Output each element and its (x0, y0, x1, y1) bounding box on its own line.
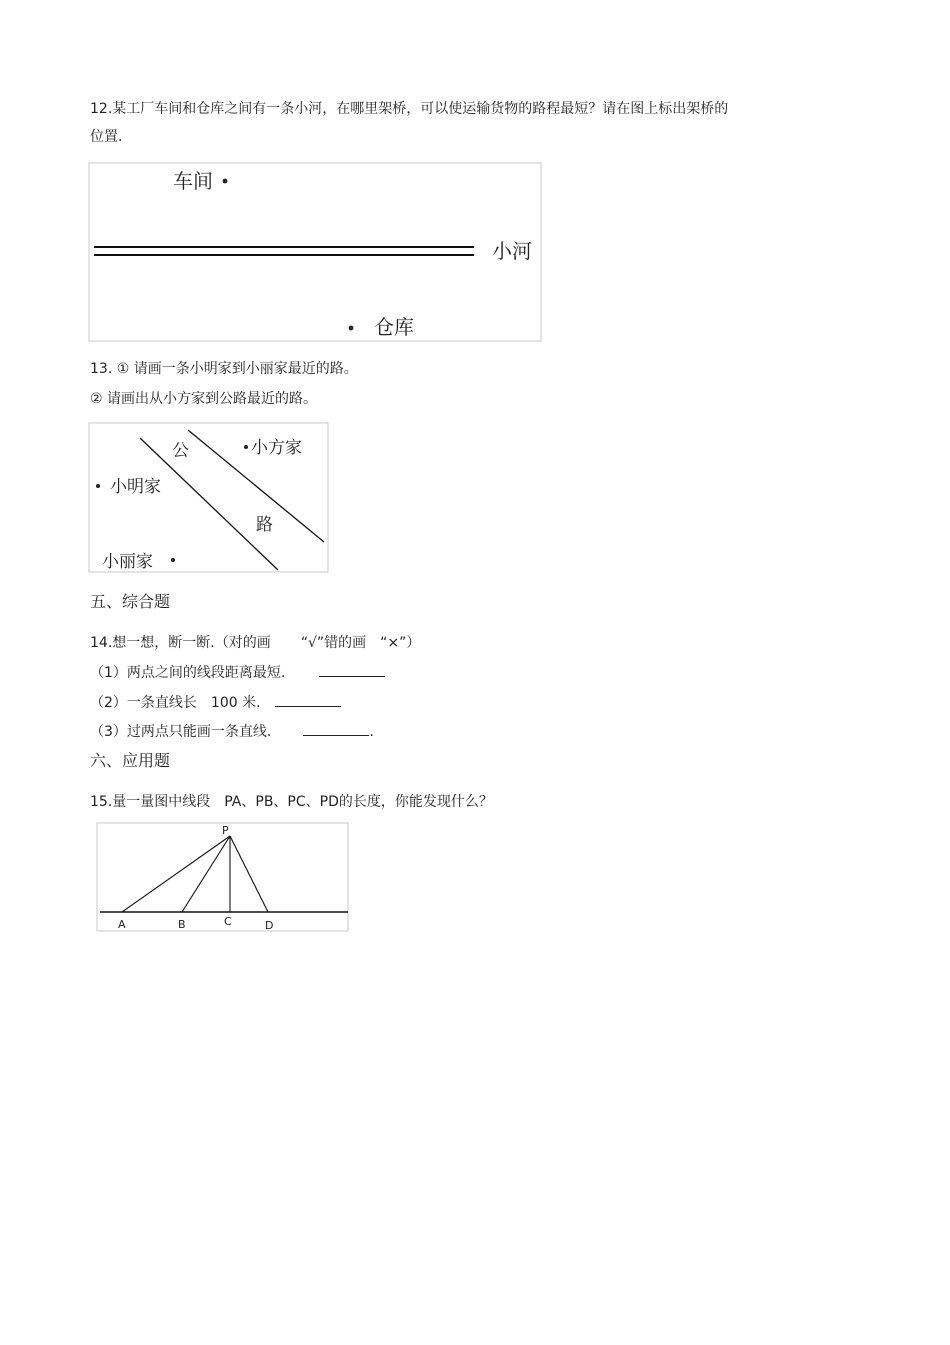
road-figure (88, 422, 330, 574)
point-p-label: P (222, 824, 229, 837)
warehouse-point (349, 326, 354, 331)
segment-pd (230, 836, 268, 912)
figure-border (97, 823, 348, 931)
xiaoming-label: 小明家 (110, 477, 161, 497)
q14-title-c: “×”） (380, 635, 421, 651)
river-bridge-figure (88, 162, 543, 344)
q13-text-line1: 13. ① 请画一条小明家到小丽家最近的路。 (90, 361, 358, 377)
figure-border (89, 163, 541, 341)
road-label-gong: 公 (172, 441, 189, 461)
point-d-label: D (265, 919, 274, 932)
workshop-point (223, 179, 228, 184)
river-label: 小河 (492, 239, 532, 263)
q14-item-3 (90, 721, 374, 741)
section-5-heading: 五、综合题 (90, 592, 171, 611)
q14-item-1-answer-blank[interactable] (319, 662, 385, 677)
q14-item-1-text: （1）两点之间的线段距离最短. (90, 665, 286, 681)
xiaofang-point (244, 445, 248, 449)
q14-item-3-text: （3）过两点只能画一条直线. (90, 724, 272, 740)
point-a-label: A (118, 918, 126, 931)
q14-title-b: “√”错的画 (300, 635, 367, 651)
q13-text-line2: ② 请画出从小方家到公路最近的路。 (90, 391, 318, 407)
q12-text-line1: 12.某工厂车间和仓库之间有一条小河，在哪里架桥，可以使运输货物的路程最短？请在图上标出架桥的 (90, 101, 729, 117)
segments-figure (96, 822, 350, 932)
segment-pb (182, 836, 230, 912)
warehouse-label: 仓库 (374, 315, 414, 339)
xiaoming-point (96, 484, 100, 488)
q12-text-line2: 位置. (90, 129, 123, 145)
q14-item-1 (90, 662, 385, 682)
q15-text: 15.量一量图中线段 PA、PB、PC、PD的长度，你能发现什么？ (90, 794, 493, 810)
road-label-lu: 路 (256, 515, 273, 535)
segment-pa (122, 836, 230, 912)
workshop-label: 车间 (173, 169, 213, 193)
q14-item-2 (90, 692, 341, 712)
q14-title (90, 634, 420, 652)
section-6-heading: 六、应用题 (90, 751, 171, 770)
xiaoli-label: 小丽家 (102, 552, 153, 572)
q14-title-a: 14.想一想，断一断.（对的画 (90, 635, 271, 651)
q14-item-2-answer-blank[interactable] (275, 692, 341, 707)
q14-item-3-suffix: . (369, 724, 374, 740)
q14-item-3-answer-blank[interactable] (303, 721, 369, 736)
q14-item-2-text: （2）一条直线长 100 米. (90, 695, 261, 711)
xiaoli-point (171, 558, 175, 562)
point-c-label: C (224, 915, 232, 928)
point-b-label: B (178, 918, 186, 931)
xiaofang-label: 小方家 (251, 438, 302, 458)
